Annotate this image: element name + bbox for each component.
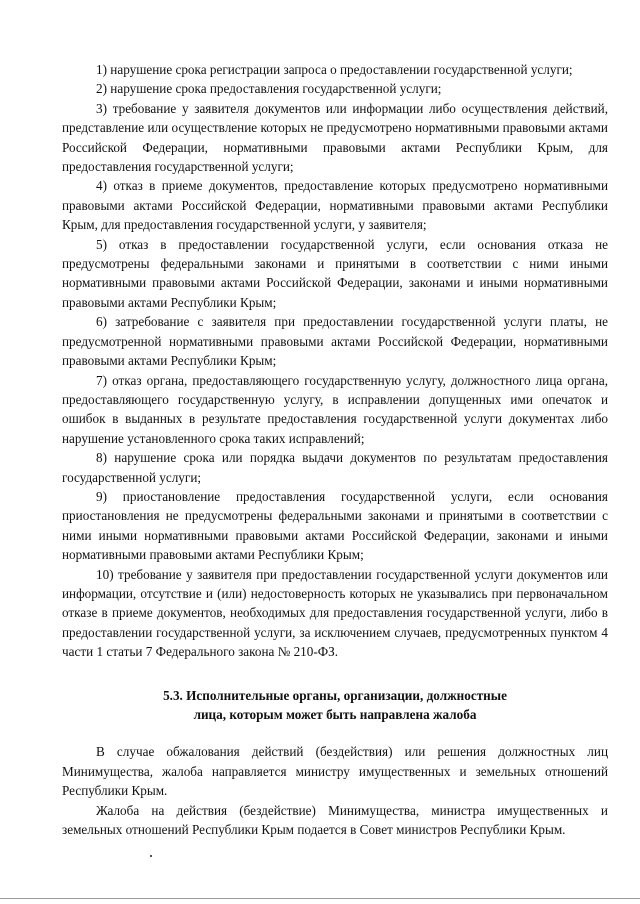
- bottom-edge-line: [0, 898, 640, 899]
- list-item-1: 1) нарушение срока регистрации запроса о предоставлении государственной услуги;: [96, 62, 573, 77]
- list-item-3: 3) требование у заявителя документов или информации либо осуществления действий, представление или осуществление которых не предусмотрено нормативными правовыми актами Российской Федерации, нормативными правовыми актами Республики Крым, для предоставления государственной услуги;: [62, 100, 608, 175]
- list-item-10: 10) требование у заявителя при предоставлении государственной услуги документов или информации, отсутствие и (или) недостоверность которых не указывались при первоначальном отказе в приеме документов, необходимых для предоставления государственной услуги, либо в предоставлении государственной услуги, за исключением случаев, предусмотренных пунктом 4 части 1 статьи 7 Федерального закона № 210-ФЗ.: [62, 566, 608, 660]
- list-item-4: 4) отказ в приеме документов, предоставление которых предусмотрено нормативными правовыми актами Российской Федерации, нормативными правовыми актами Республики Крым, для предоставления государственной услуги, у заявителя;: [62, 178, 608, 233]
- list-item-8: 8) нарушение срока или порядка выдачи документов по результатам предоставления государственной услуги;: [62, 450, 608, 485]
- section-heading: [62, 686, 608, 725]
- document-content: [62, 60, 608, 839]
- body-paragraph-1: В случае обжалования действий (бездействия) или решения должностных лиц Минимущества, жалоба направляется министру имущественных и земельных отношений Республики Крым.: [62, 744, 608, 799]
- list-item-9: 9) приостановление предоставления государственной услуги, если основания приостановления не предусмотрены федеральными законами и принятыми в соответствии с ними иными нормативными правовыми актами Российской Федерации, законами и иными нормативными правовыми актами Республики Крым;: [62, 488, 608, 563]
- scan-speck: [150, 855, 152, 857]
- list-item-6: 6) затребование с заявителя при предоставлении государственной услуги платы, не предусмотренной нормативными правовыми актами Российской Федерации, нормативными правовыми актами Республики Крым;: [62, 314, 608, 369]
- list-item-2: 2) нарушение срока предоставления государственной услуги;: [96, 81, 442, 97]
- section-heading-line-1: 5.3. Исполнительные органы, организации, должностные: [163, 687, 507, 703]
- list-item-5: 5) отказ в предоставлении государственной услуги, если основания отказа не предусмотрены федеральными законами и принятыми в соответствии с ними иными нормативными правовыми актами Российской Федерации, законами и иными нормативными правовыми актами Республики Крым;: [62, 236, 608, 310]
- body-paragraph-2: Жалоба на действия (бездействие) Минимущества, министра имущественных и земельных отношений Республики Крым подается в Совет министров Республики Крым.: [62, 802, 608, 838]
- section-heading-line-2: лица, которым может быть направлена жалоба: [193, 707, 477, 722]
- list-item-7: 7) отказ органа, предоставляющего государственную услугу, должностного лица органа, предоставляющего государственную услугу, в исправлении допущенных ими опечаток и ошибок в выданных в результате предоставления государственной услуги документах либо нарушение установленного срока таких исправлений;: [62, 372, 608, 446]
